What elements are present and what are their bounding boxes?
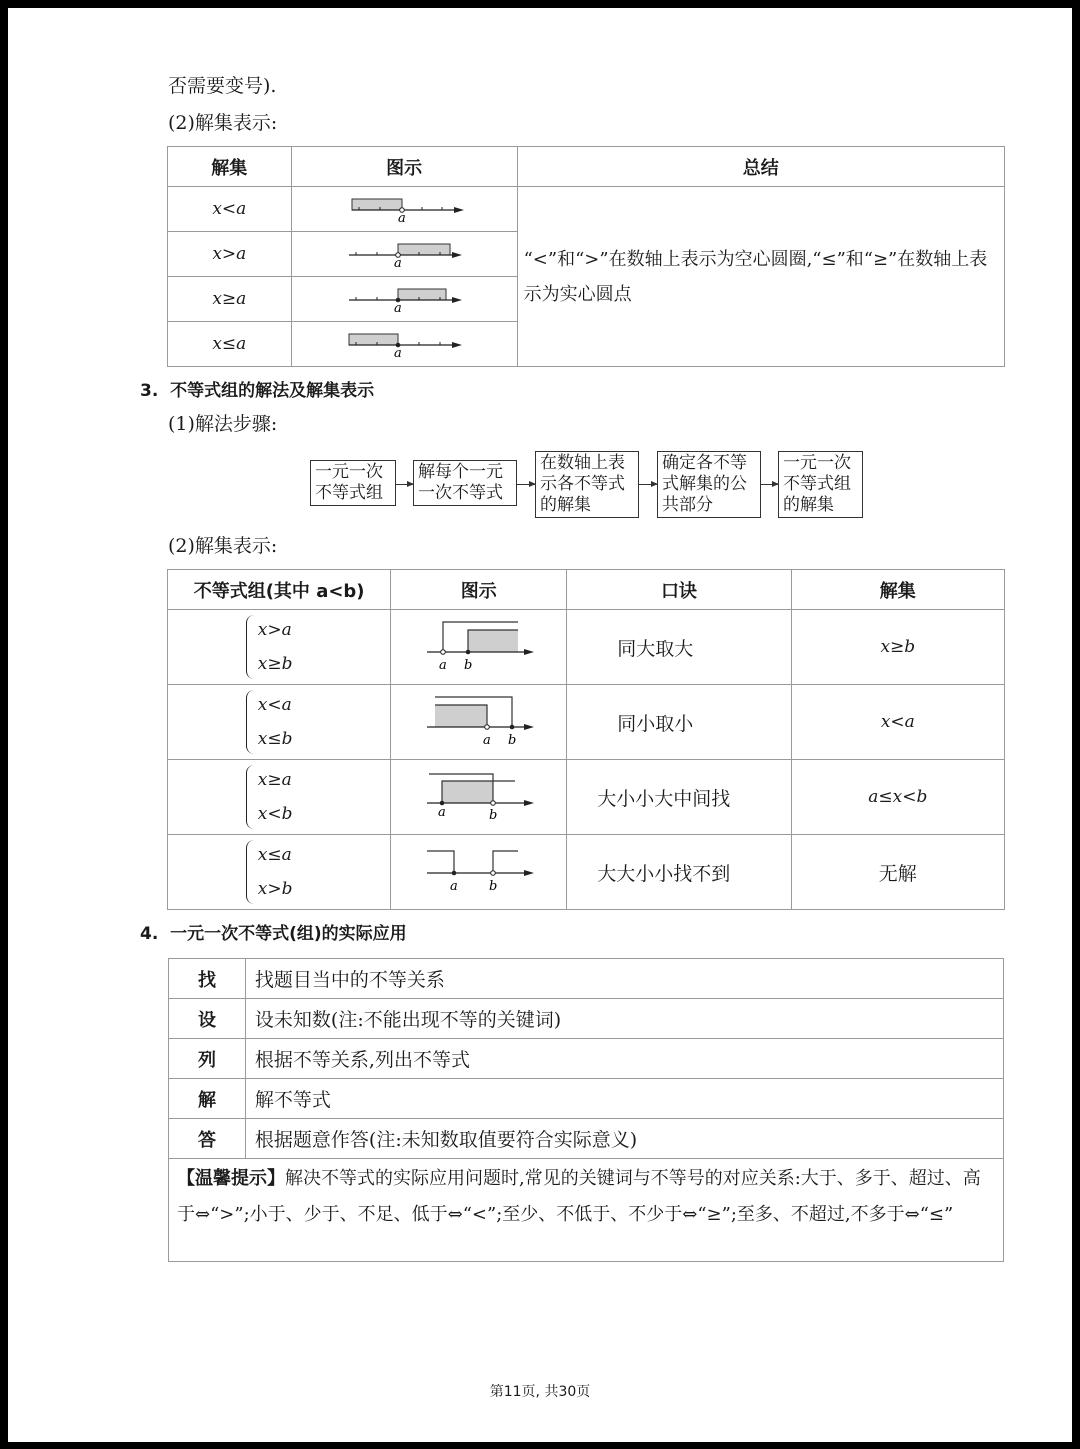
number-line-system-4 (391, 835, 566, 905)
flow-step-3: 在数轴上表示各不等式的解集 (535, 451, 639, 518)
svg-text:a: a (439, 658, 448, 673)
inequality-system: x≥a x<b (246, 763, 293, 831)
number-line-gt (292, 232, 517, 272)
summary-cell (517, 187, 1004, 367)
brace-icon (246, 615, 255, 679)
arrow-icon (396, 484, 413, 485)
svg-text:a: a (483, 733, 492, 748)
svg-text:a: a (393, 301, 402, 316)
number-line-ge (292, 277, 517, 317)
header-solution-set: 解集 (168, 147, 292, 187)
document-page (8, 8, 1072, 1442)
section-3-number: 3. (140, 381, 159, 401)
svg-text:b: b (464, 658, 473, 673)
section-3-title: 不等式组的解法及解集表示 (170, 381, 375, 401)
inequality-system: x>a x≥b (246, 613, 293, 681)
application-steps-table (168, 958, 1004, 1159)
number-line-cell (391, 835, 567, 910)
mnemonic-cell: 大小小大中间找 (567, 760, 791, 835)
set-cell: x≤a (168, 322, 292, 367)
header-mnemonic: 口诀 (567, 570, 791, 610)
number-line-system-2 (391, 685, 566, 755)
number-line-cell (291, 277, 517, 322)
number-line-le (292, 322, 517, 362)
system-cell (168, 835, 391, 910)
header-diagram: 图示 (391, 570, 567, 610)
single-inequality-table (167, 146, 1005, 367)
svg-text:b: b (508, 733, 517, 748)
mnemonic-cell: 同小取小 (567, 685, 791, 760)
system-cell (168, 685, 391, 760)
arrow-icon (761, 484, 778, 485)
brace-icon (246, 765, 255, 829)
inequality-system-table (167, 569, 1005, 910)
step-key: 设 (169, 999, 246, 1039)
step-key: 答 (169, 1119, 246, 1159)
tip-text: 解决不等式的实际应用问题时,常见的关键词与不等号的对应关系:大于、多于、超过、高于⇔“>”;小于、少于、不足、低于⇔“<”;至少、不低于、不少于⇔“≥”;至多、不超过,不多于⇔“≤” (177, 1168, 981, 1225)
svg-text:a: a (450, 879, 459, 894)
header-summary: 总结 (517, 147, 1004, 187)
flow-step-4: 确定各不等式解集的公共部分 (657, 451, 761, 518)
summary-text: “<”和“>”在数轴上表示为空心圆圈,“≤”和“≥”在数轴上表示为实心圆点 (523, 248, 988, 305)
set-cell: x<a (168, 187, 292, 232)
svg-text:a: a (393, 346, 402, 361)
system-cell (168, 760, 391, 835)
system-cell (168, 610, 391, 685)
flow-step-2: 解每个一元一次不等式 (413, 460, 517, 506)
solution-cell: x<a (791, 685, 1004, 760)
subheading-system-solution: (2)解集表示: (168, 535, 278, 557)
flow-step-1: 一元一次不等式组 (310, 460, 396, 506)
number-line-cell (291, 187, 517, 232)
step-desc: 找题目当中的不等关系 (245, 959, 1003, 999)
inequality-system: x≤a x>b (246, 838, 293, 906)
header-solution: 解集 (791, 570, 1004, 610)
number-line-lt (292, 187, 517, 227)
number-line-system-1 (391, 610, 566, 680)
step-desc: 根据不等关系,列出不等式 (245, 1039, 1003, 1079)
step-desc: 根据题意作答(注:未知数取值要符合实际意义) (245, 1119, 1003, 1159)
number-line-cell (391, 685, 567, 760)
continuation-text: 否需要变号). (168, 75, 277, 97)
inequality-system: x<a x≤b (246, 688, 293, 756)
mnemonic-cell: 大大小小找不到 (567, 835, 791, 910)
section-3-heading (140, 380, 374, 402)
svg-text:b: b (489, 808, 498, 823)
section-4-title: 一元一次不等式(组)的实际应用 (170, 924, 407, 944)
section-4-number: 4. (140, 924, 159, 944)
step-key: 列 (169, 1039, 246, 1079)
arrow-icon (639, 484, 657, 485)
header-system: 不等式组(其中 a<b) (168, 570, 391, 610)
svg-text:a: a (393, 256, 402, 271)
brace-icon (246, 690, 255, 754)
brace-icon (246, 840, 255, 904)
step-desc: 设未知数(注:不能出现不等的关键词) (245, 999, 1003, 1039)
subheading-steps: (1)解法步骤: (168, 413, 278, 435)
subheading-solution-set: (2)解集表示: (168, 112, 278, 134)
number-line-cell (391, 610, 567, 685)
step-key: 找 (169, 959, 246, 999)
number-line-cell (291, 322, 517, 367)
number-line-system-3 (391, 760, 566, 830)
set-cell: x>a (168, 232, 292, 277)
number-line-cell (391, 760, 567, 835)
svg-text:a: a (397, 211, 406, 226)
step-desc: 解不等式 (245, 1079, 1003, 1119)
page-number: 第11页, 共30页 (489, 1384, 591, 1400)
solution-cell: 无解 (791, 835, 1004, 910)
arrow-icon (517, 484, 535, 485)
flow-step-5: 一元一次不等式组的解集 (778, 451, 863, 518)
tip-tag: 【温馨提示】 (177, 1168, 285, 1189)
warm-tip-box (168, 1158, 1004, 1262)
solution-cell: a≤x<b (791, 760, 1004, 835)
header-diagram: 图示 (291, 147, 517, 187)
mnemonic-cell: 同大取大 (567, 610, 791, 685)
svg-text:a: a (438, 805, 447, 820)
section-4-heading (140, 923, 407, 945)
step-key: 解 (169, 1079, 246, 1119)
number-line-cell (291, 232, 517, 277)
set-cell: x≥a (168, 277, 292, 322)
svg-text:b: b (489, 879, 498, 894)
solution-cell: x≥b (791, 610, 1004, 685)
